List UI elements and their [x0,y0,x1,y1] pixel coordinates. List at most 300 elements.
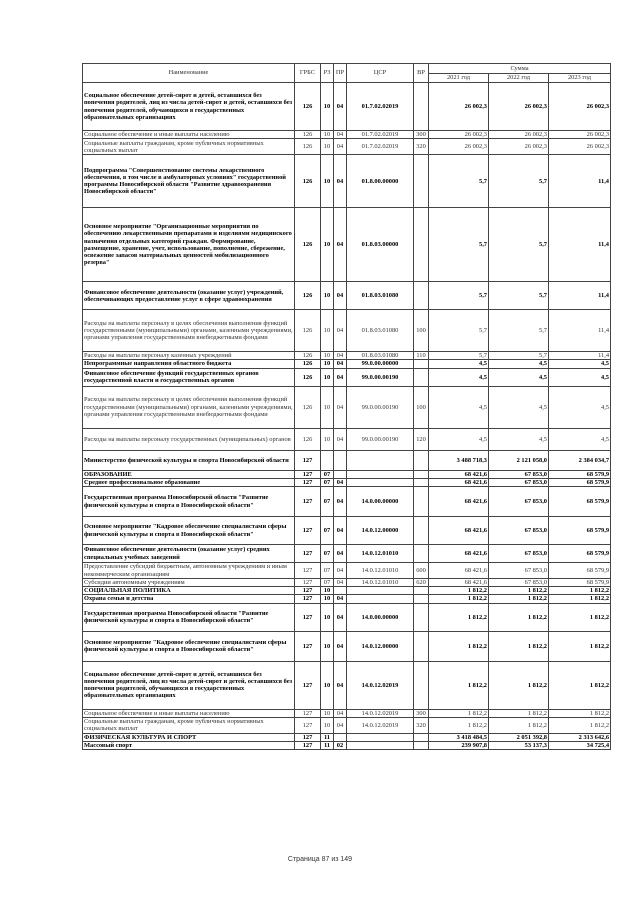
header-sum: Сумма [429,64,611,74]
vr-cell [414,595,429,603]
pr-cell: 04 [334,368,347,386]
grbs-cell: 127 [295,717,321,733]
csr-cell: 14.0.12.00000 [347,517,414,545]
row-name-cell: Социальное обеспечение и иные выплаты населению [83,131,295,139]
rz-cell [321,450,334,470]
value-2023-cell: 68 579,9 [549,487,611,517]
value-2022-cell: 5,7 [489,208,549,282]
vr-cell: 100 [414,310,429,352]
grbs-cell: 127 [295,563,321,579]
table-row [83,603,611,631]
csr-cell: 14.0.12.00000 [347,631,414,661]
value-2021-cell: 1 812,2 [429,631,489,661]
grbs-cell: 127 [295,517,321,545]
value-2021-cell: 3 418 484,5 [429,733,489,741]
grbs-cell: 127 [295,587,321,595]
table-row [83,155,611,208]
value-2023-cell: 4,5 [549,368,611,386]
row-name-cell: Министерство физической культуры и спорта Новосибирской области [83,450,295,470]
csr-cell: 14.0.12.01010 [347,545,414,563]
rz-cell: 10 [321,428,334,450]
value-2023-cell: 4,5 [549,428,611,450]
pr-cell: 04 [334,352,347,360]
vr-cell: 120 [414,428,429,450]
value-2022-cell: 67 853,0 [489,478,549,486]
header-rz: РЗ [321,64,334,83]
value-2023-cell: 1 812,2 [549,595,611,603]
value-2023-cell: 34 725,4 [549,742,611,750]
rz-cell: 10 [321,717,334,733]
value-2022-cell: 67 853,0 [489,563,549,579]
header-name: Наименование [83,64,295,83]
row-name-cell: Расходы на выплаты персоналу государственных (муниципальных) органов [83,428,295,450]
table-row [83,742,611,750]
table-row [83,661,611,709]
vr-cell: 300 [414,131,429,139]
rz-cell: 11 [321,742,334,750]
pr-cell: 04 [334,83,347,131]
value-2023-cell: 68 579,9 [549,545,611,563]
pr-cell: 04 [334,428,347,450]
csr-cell: 14.0.12.02019 [347,717,414,733]
value-2023-cell: 26 002,3 [549,131,611,139]
value-2021-cell: 1 812,2 [429,603,489,631]
value-2023-cell: 1 812,2 [549,709,611,717]
csr-cell: 14.0.12.02019 [347,709,414,717]
header-grbs: ГРБС [295,64,321,83]
value-2023-cell: 4,5 [549,386,611,428]
csr-cell: 01.8.03.00000 [347,208,414,282]
value-2022-cell: 67 853,0 [489,517,549,545]
row-name-cell: Основное мероприятие "Кадровое обеспечение специалистами сферы физической культуры и спорта в Новосибирской области" [83,631,295,661]
value-2022-cell: 4,5 [489,368,549,386]
rz-cell: 10 [321,603,334,631]
value-2021-cell: 4,5 [429,368,489,386]
row-name-cell: Государственная программа Новосибирской области "Развитие физической культуры и спорта в Новосибирской области" [83,487,295,517]
table-row [83,733,611,741]
rz-cell: 10 [321,83,334,131]
value-2021-cell: 68 421,6 [429,470,489,478]
grbs-cell: 127 [295,478,321,486]
value-2023-cell: 11,4 [549,310,611,352]
vr-cell [414,587,429,595]
table-row [83,470,611,478]
value-2021-cell: 68 421,6 [429,478,489,486]
table-row [83,517,611,545]
grbs-cell: 126 [295,386,321,428]
grbs-cell: 127 [295,742,321,750]
csr-cell [347,742,414,750]
vr-cell: 100 [414,386,429,428]
pr-cell: 04 [334,155,347,208]
table-row [83,368,611,386]
table-row [83,360,611,368]
row-name-cell: Государственная программа Новосибирской области "Развитие физической культуры и спорта в Новосибирской области" [83,603,295,631]
grbs-cell: 126 [295,83,321,131]
csr-cell [347,587,414,595]
rz-cell: 10 [321,131,334,139]
table-row [83,631,611,661]
row-name-cell: Расходы на выплаты персоналу в целях обеспечения выполнения функций государственными (муниципальными) органами, казенными учреждениями, органами управления государственными внебюджетными фондами [83,310,295,352]
vr-cell [414,450,429,470]
value-2023-cell: 2 313 642,6 [549,733,611,741]
rz-cell: 10 [321,310,334,352]
value-2023-cell: 11,4 [549,352,611,360]
value-2022-cell: 26 002,3 [489,83,549,131]
value-2023-cell: 68 579,9 [549,579,611,587]
value-2021-cell: 1 812,2 [429,587,489,595]
value-2023-cell: 68 579,9 [549,563,611,579]
row-name-cell: Среднее профессиональное образование [83,478,295,486]
table-row [83,487,611,517]
value-2021-cell: 3 488 718,3 [429,450,489,470]
row-name-cell: СОЦИАЛЬНАЯ ПОЛИТИКА [83,587,295,595]
pr-cell: 04 [334,208,347,282]
value-2022-cell: 5,7 [489,310,549,352]
csr-cell: 99.0.00.00190 [347,368,414,386]
pr-cell: 04 [334,603,347,631]
value-2023-cell: 26 002,3 [549,83,611,131]
vr-cell [414,733,429,741]
value-2021-cell: 5,7 [429,208,489,282]
value-2023-cell: 11,4 [549,155,611,208]
table-row [83,83,611,131]
value-2023-cell: 1 812,2 [549,661,611,709]
value-2023-cell: 1 812,2 [549,631,611,661]
table-row [83,450,611,470]
row-name-cell: Социальное обеспечение детей-сирот и детей, оставшихся без попечения родителей, лиц из числа детей-сирот и детей, оставшихся без попечения родителей, обучающихся в государственных образовательных организациях [83,661,295,709]
rz-cell: 07 [321,517,334,545]
grbs-cell: 127 [295,450,321,470]
pr-cell [334,450,347,470]
value-2023-cell: 11,4 [549,282,611,310]
csr-cell: 14.0.12.01010 [347,563,414,579]
table-row [83,352,611,360]
vr-cell [414,742,429,750]
value-2022-cell: 67 853,0 [489,579,549,587]
value-2022-cell: 1 812,2 [489,661,549,709]
value-2021-cell: 1 812,2 [429,717,489,733]
value-2022-cell: 67 853,0 [489,470,549,478]
row-name-cell: Расходы на выплаты персоналу казенных учреждений [83,352,295,360]
value-2021-cell: 4,5 [429,386,489,428]
csr-cell: 01.7.02.02019 [347,139,414,155]
pr-cell: 04 [334,478,347,486]
rz-cell: 07 [321,579,334,587]
header-year-2023: 2023 год [549,74,611,83]
row-name-cell: Субсидии автономным учреждениям [83,579,295,587]
csr-cell: 01.8.00.00000 [347,155,414,208]
grbs-cell: 126 [295,155,321,208]
vr-cell [414,360,429,368]
value-2021-cell: 5,7 [429,282,489,310]
vr-cell: 620 [414,579,429,587]
csr-cell: 01.7.02.02019 [347,83,414,131]
value-2021-cell: 68 421,6 [429,579,489,587]
rz-cell: 10 [321,139,334,155]
value-2022-cell: 5,7 [489,352,549,360]
table-row [83,208,611,282]
vr-cell [414,631,429,661]
value-2023-cell: 68 579,9 [549,470,611,478]
row-name-cell: Основное мероприятие "Организационные мероприятия по обеспечению лекарственными препаратами и изделиями медицинского назначения отдельных категорий граждан. Формирование, размещение, хранение, учет, использование, пополнение, сбережение, освежение запасов материальных ценностей мобилизационного резерва" [83,208,295,282]
rz-cell: 07 [321,545,334,563]
vr-cell [414,603,429,631]
rz-cell: 10 [321,661,334,709]
pr-cell: 04 [334,545,347,563]
value-2022-cell: 2 051 392,8 [489,733,549,741]
grbs-cell: 127 [295,709,321,717]
pr-cell: 04 [334,661,347,709]
csr-cell: 99.0.00.00000 [347,360,414,368]
grbs-cell: 127 [295,631,321,661]
value-2023-cell: 26 002,3 [549,139,611,155]
vr-cell [414,208,429,282]
header-year-2022: 2022 год [489,74,549,83]
pr-cell: 04 [334,487,347,517]
grbs-cell: 126 [295,282,321,310]
value-2023-cell: 1 812,2 [549,587,611,595]
grbs-cell: 126 [295,352,321,360]
header-csr: ЦСР [347,64,414,83]
vr-cell [414,478,429,486]
value-2022-cell: 53 137,3 [489,742,549,750]
value-2021-cell: 239 907,8 [429,742,489,750]
budget-sheet [82,63,610,750]
table-row [83,579,611,587]
rz-cell: 10 [321,631,334,661]
value-2022-cell: 4,5 [489,386,549,428]
value-2022-cell: 5,7 [489,155,549,208]
row-name-cell: Финансовое обеспечение деятельности (оказание услуг) учреждений, обеспечивающих предоставление услуг в сфере здравоохранения [83,282,295,310]
csr-cell: 99.0.00.00190 [347,428,414,450]
value-2022-cell: 1 812,2 [489,717,549,733]
table-row [83,587,611,595]
vr-cell: 110 [414,352,429,360]
value-2021-cell: 5,7 [429,310,489,352]
vr-cell [414,517,429,545]
row-name-cell: Подпрограмма "Совершенствование системы лекарственного обеспечения, в том числе в амбулаторных условиях" государственной программы Новосибирской области "Развитие здравоохранения Новосибирской области" [83,155,295,208]
csr-cell [347,595,414,603]
rz-cell: 10 [321,386,334,428]
grbs-cell: 127 [295,487,321,517]
row-name-cell: ФИЗИЧЕСКАЯ КУЛЬТУРА И СПОРТ [83,733,295,741]
table-body [83,83,611,750]
grbs-cell: 127 [295,733,321,741]
value-2021-cell: 1 812,2 [429,595,489,603]
pr-cell: 04 [334,131,347,139]
table-row [83,282,611,310]
row-name-cell: Финансовое обеспечение деятельности (оказание услуг) средних специальных учебных заведений [83,545,295,563]
csr-cell: 99.0.00.00190 [347,386,414,428]
pr-cell: 04 [334,360,347,368]
value-2021-cell: 4,5 [429,360,489,368]
rz-cell: 10 [321,282,334,310]
vr-cell [414,661,429,709]
value-2022-cell: 1 812,2 [489,595,549,603]
pr-cell: 04 [334,595,347,603]
rz-cell: 10 [321,587,334,595]
pr-cell: 04 [334,579,347,587]
table-row [83,428,611,450]
row-name-cell: Массовый спорт [83,742,295,750]
csr-cell: 01.8.03.01080 [347,282,414,310]
rz-cell: 11 [321,733,334,741]
pr-cell: 04 [334,386,347,428]
value-2021-cell: 5,7 [429,352,489,360]
vr-cell: 320 [414,139,429,155]
table-row [83,478,611,486]
pr-cell: 04 [334,310,347,352]
rz-cell: 10 [321,155,334,208]
value-2021-cell: 26 002,3 [429,131,489,139]
csr-cell: 14.0.12.01010 [347,579,414,587]
table-row [83,709,611,717]
value-2023-cell: 1 812,2 [549,717,611,733]
table-row [83,139,611,155]
row-name-cell: Основное мероприятие "Кадровое обеспечение специалистами сферы физической культуры и спорта в Новосибирской области" [83,517,295,545]
grbs-cell: 127 [295,470,321,478]
vr-cell: 600 [414,563,429,579]
row-name-cell: Финансовое обеспечение функций государственных органов государственной власти и государственных органов [83,368,295,386]
value-2023-cell: 4,5 [549,360,611,368]
vr-cell [414,155,429,208]
table-row [83,545,611,563]
pr-cell: 04 [334,717,347,733]
table-row [83,131,611,139]
value-2022-cell: 1 812,2 [489,603,549,631]
grbs-cell: 126 [295,310,321,352]
value-2022-cell: 2 121 058,0 [489,450,549,470]
pr-cell: 04 [334,709,347,717]
rz-cell: 10 [321,360,334,368]
grbs-cell: 127 [295,545,321,563]
header-year-2021: 2021 год [429,74,489,83]
value-2023-cell: 2 384 034,7 [549,450,611,470]
pr-cell: 04 [334,139,347,155]
vr-cell [414,368,429,386]
value-2022-cell: 4,5 [489,428,549,450]
rz-cell: 07 [321,478,334,486]
value-2022-cell: 67 853,0 [489,545,549,563]
row-name-cell: Расходы на выплаты персоналу в целях обеспечения выполнения функций государственными (муниципальными) органами, казенными учреждениями, органами управления государственными внебюджетными фондами [83,386,295,428]
value-2023-cell: 11,4 [549,208,611,282]
table-row [83,563,611,579]
rz-cell: 07 [321,470,334,478]
vr-cell [414,545,429,563]
grbs-cell: 127 [295,579,321,587]
csr-cell: 01.7.02.02019 [347,131,414,139]
value-2022-cell: 4,5 [489,360,549,368]
grbs-cell: 126 [295,208,321,282]
csr-cell: 01.8.03.01080 [347,352,414,360]
value-2023-cell: 68 579,9 [549,517,611,545]
pr-cell: 04 [334,631,347,661]
rz-cell: 10 [321,208,334,282]
value-2021-cell: 5,7 [429,155,489,208]
row-name-cell: Непрограммные направления областного бюджета [83,360,295,368]
value-2022-cell: 1 812,2 [489,631,549,661]
value-2022-cell: 1 812,2 [489,709,549,717]
row-name-cell: Социальные выплаты гражданам, кроме публичных нормативных социальных выплат [83,717,295,733]
value-2021-cell: 68 421,6 [429,545,489,563]
vr-cell: 300 [414,709,429,717]
row-name-cell: ОБРАЗОВАНИЕ [83,470,295,478]
value-2021-cell: 26 002,3 [429,83,489,131]
csr-cell: 14.0.12.02019 [347,661,414,709]
page-number: Страница 87 из 149 [287,856,353,863]
value-2021-cell: 68 421,6 [429,563,489,579]
rz-cell: 10 [321,595,334,603]
value-2022-cell: 5,7 [489,282,549,310]
grbs-cell: 126 [295,139,321,155]
header-pr: ПР [334,64,347,83]
grbs-cell: 127 [295,661,321,709]
row-name-cell: Предоставление субсидий бюджетным, автономным учреждениям и иным некоммерческим организациям [83,563,295,579]
value-2021-cell: 1 812,2 [429,709,489,717]
value-2022-cell: 26 002,3 [489,139,549,155]
table-row [83,595,611,603]
pr-cell: 04 [334,282,347,310]
grbs-cell: 126 [295,428,321,450]
value-2021-cell: 26 002,3 [429,139,489,155]
csr-cell [347,478,414,486]
header-vr: ВР [414,64,429,83]
csr-cell: 14.0.00.00000 [347,487,414,517]
pr-cell: 04 [334,563,347,579]
pr-cell [334,470,347,478]
value-2021-cell: 4,5 [429,428,489,450]
rz-cell: 10 [321,352,334,360]
row-name-cell: Социальное обеспечение и иные выплаты населению [83,709,295,717]
pr-cell: 02 [334,742,347,750]
value-2022-cell: 1 812,2 [489,587,549,595]
csr-cell: 14.0.00.00000 [347,603,414,631]
value-2022-cell: 67 853,0 [489,487,549,517]
grbs-cell: 126 [295,368,321,386]
rz-cell: 07 [321,563,334,579]
rz-cell: 07 [321,487,334,517]
csr-cell [347,470,414,478]
vr-cell [414,282,429,310]
value-2021-cell: 1 812,2 [429,661,489,709]
table-row [83,310,611,352]
csr-cell: 01.8.03.01080 [347,310,414,352]
vr-cell: 320 [414,717,429,733]
csr-cell [347,733,414,741]
grbs-cell: 126 [295,360,321,368]
row-name-cell: Охрана семьи и детства [83,595,295,603]
vr-cell [414,470,429,478]
pr-cell [334,587,347,595]
pr-cell [334,733,347,741]
value-2023-cell: 1 812,2 [549,603,611,631]
row-name-cell: Социальные выплаты гражданам, кроме публичных нормативных социальных выплат [83,139,295,155]
vr-cell [414,83,429,131]
value-2021-cell: 68 421,6 [429,517,489,545]
rz-cell: 10 [321,368,334,386]
table-row [83,386,611,428]
rz-cell: 10 [321,709,334,717]
pr-cell: 04 [334,517,347,545]
value-2021-cell: 68 421,6 [429,487,489,517]
grbs-cell: 126 [295,131,321,139]
csr-cell [347,450,414,470]
value-2022-cell: 26 002,3 [489,131,549,139]
budget-table [82,63,611,750]
row-name-cell: Социальное обеспечение детей-сирот и детей, оставшихся без попечения родителей, лиц из числа детей-сирот и детей, оставшихся без попечения родителей, обучающихся в государственных образовательных организациях [83,83,295,131]
grbs-cell: 127 [295,595,321,603]
